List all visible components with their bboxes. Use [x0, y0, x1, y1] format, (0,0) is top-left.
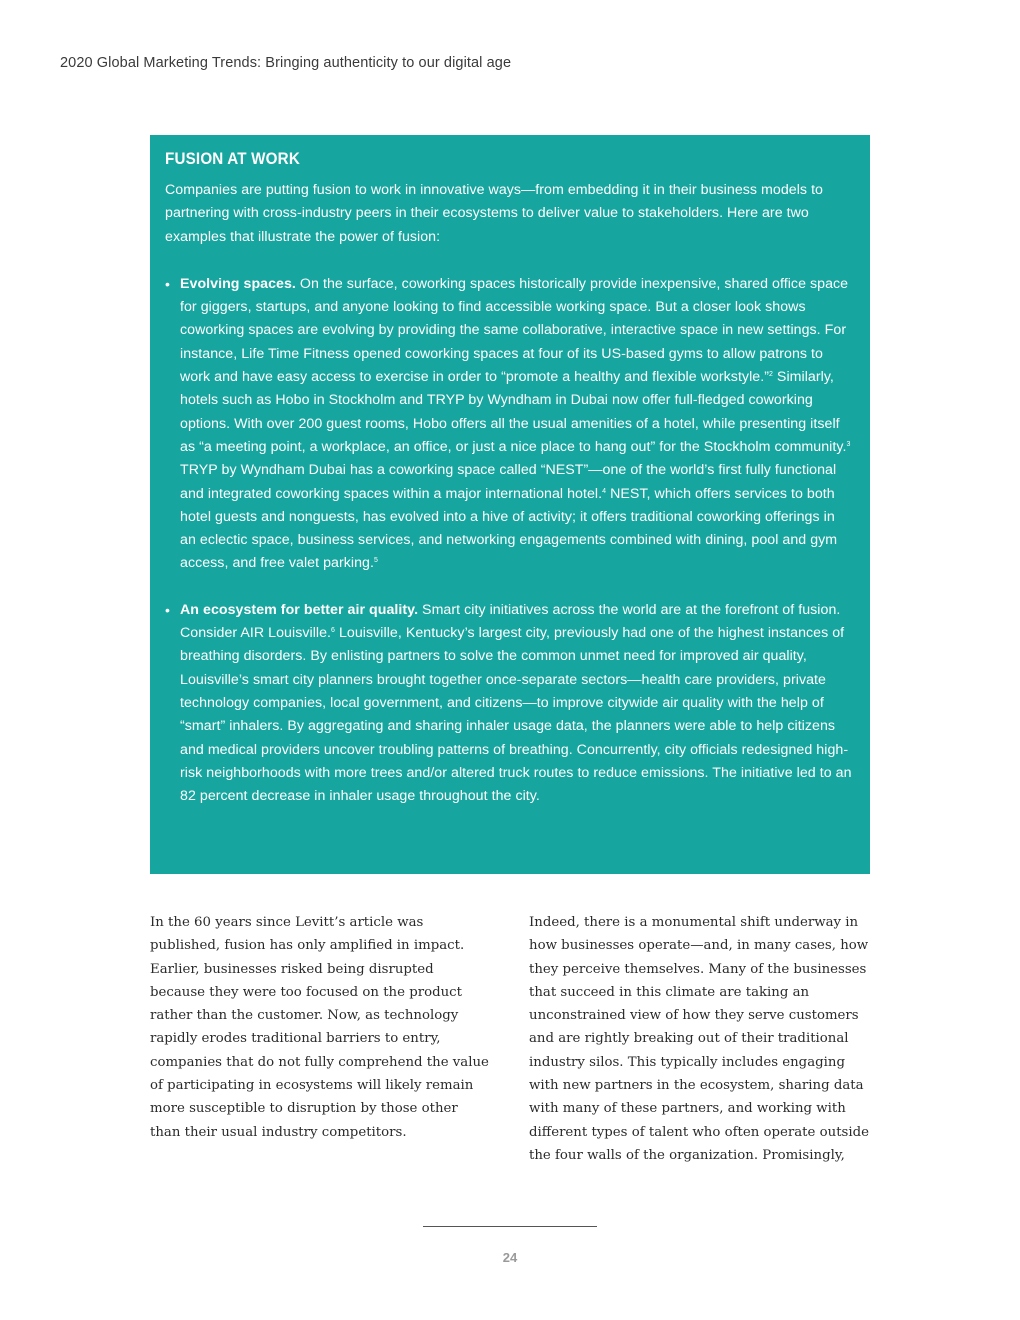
bullet-lead: Evolving spaces.	[180, 275, 296, 292]
footnote-ref: 2	[768, 371, 773, 379]
page-number: 24	[502, 1250, 518, 1265]
bullet-text: On the surface, coworking spaces historically provide inexpensive, shared office space for giggers, startups, and anyone looking to find accessible working space. But a closer look shows coworking spaces are evolving by providing the same collaborative, interactive space in new settings. For instance, Life Time Fitness opened coworking spaces at four of its US-based gyms to allow patrons to work and have easy access to exercise in order to “promote a healthy and flexible workstyle.”	[180, 275, 849, 386]
footnote-ref: 5	[373, 557, 378, 565]
callout-title: FUSION AT WORK	[165, 150, 300, 168]
bullet-text: NEST, which offers services to both hotel guests and nonguests, has evolved into a hive of activity; it offers traditional coworking offerings in an eclectic space, business services, and networking engagements combined with dining, pool and gym access, and free valet parking.	[180, 485, 838, 572]
bullet-dot-icon: •	[165, 601, 170, 618]
body-paragraph: Indeed, there is a monumental shift underway in how businesses operate—and, in many cases, how they perceive themselves. Many of the businesses that succeed in this climate are taking an unconstrained view of how they serve customers and are rightly breaking out of their traditional industry silos. This typically includes engaging with new partners in the ecosystem, sharing data with many of these partners, and working with different types of talent who often operate outside the four walls of the organization. Promisingly,	[529, 915, 869, 1163]
bullet-text: Smart city initiatives across the world are at the forefront of fusion. Consider AIR Louisville.	[180, 601, 841, 642]
running-header-title: 2020 Global Marketing Trends: Bringing authenticity to our digital age	[60, 55, 512, 71]
body-paragraph: In the 60 years since Levitt’s article was published, fusion has only amplified in impact. Earlier, businesses risked being disrupted because they were too focused on the product rather than the customer. Now, as technology rapidly erodes traditional barriers to entry, companies that do not fully comprehend the value of participating in ecosystems will likely remain more susceptible to disruption by those other than their usual industry competitors.	[150, 915, 489, 1140]
bullet-evolving-spaces	[165, 273, 854, 576]
footnote-ref: 3	[846, 440, 851, 448]
callout-intro: Companies are putting fusion to work in innovative ways—from embedding it in their business models to partnering with cross-industry peers in their ecosystems to deliver value to stakeholders. Here are two examples that illustrate the power of fusion:	[165, 182, 823, 245]
callout-bullet-list	[165, 273, 854, 809]
bullet-text: Similarly, hotels such as Hobo in Stockholm and TRYP by Wyndham in Dubai now offer full-fledged coworking options. With over 200 guest rooms, Hobo offers all the usual amenities of a hotel, while presenting itself as “a meeting point, a workplace, an office, or just a nice place to hang out” for the Stockholm community.	[180, 369, 847, 455]
fusion-callout-box	[150, 135, 870, 874]
footer-divider	[423, 1226, 597, 1227]
bullet-air-quality	[165, 599, 854, 809]
bullet-lead: An ecosystem for better air quality.	[180, 601, 419, 618]
footnote-ref: 4	[602, 487, 607, 495]
body-column-right	[529, 911, 869, 1167]
bullet-text: Louisville, Kentucky’s largest city, previously had one of the highest instances of breathing disorders. By enlisting partners to solve the common unmet need for improved air quality, Louisville’s smart city planners brought together once-separate sectors—health care providers, private technology companies, local government, and citizens—to improve citywide air quality with the help of “smart” inhalers. By aggregating and sharing inhaler usage data, the planners were able to help citizens and medical providers uncover troubling patterns of breathing. Concurrently, city officials redesigned high-risk neighborhoods with more trees and/or altered truck routes to reduce emissions. The initiative led to an 82 percent decrease in inhaler usage throughout the city.	[180, 625, 852, 805]
bullet-dot-icon: •	[165, 275, 170, 292]
body-column-left	[150, 911, 490, 1144]
footnote-ref: 6	[331, 627, 335, 635]
bullet-text: TRYP by Wyndham Dubai has a coworking space called “NEST”—one of the world’s first fully functional and integrated coworking spaces within a major international hotel.	[180, 462, 837, 502]
